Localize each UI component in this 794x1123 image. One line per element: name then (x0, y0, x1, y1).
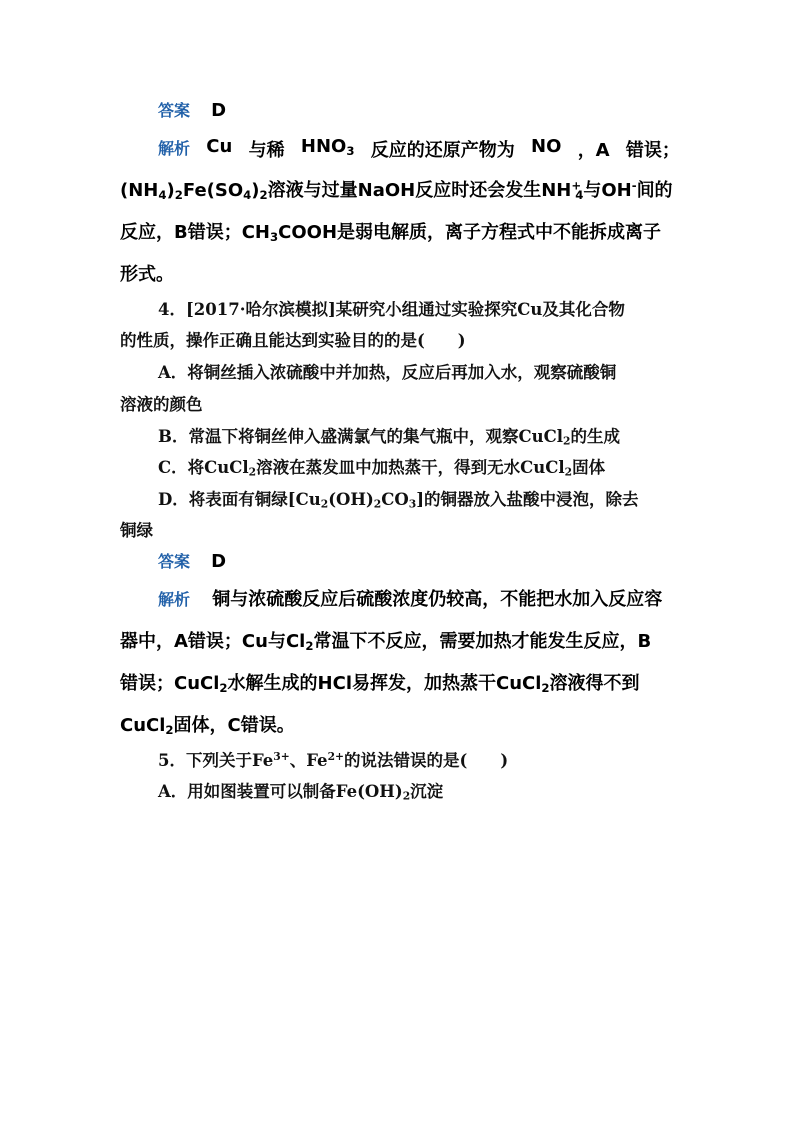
answer-value: D (211, 100, 227, 121)
answer-label: 答案 (158, 101, 191, 120)
text: 反应的还原产物为 (370, 140, 515, 161)
answer-value: D (211, 551, 227, 572)
text: 与稀 (248, 140, 285, 161)
analysis-1-line-3: 反应，B错误；$CH_3COOH$是弱电解质，离子方程式中不能拆成离子 (120, 222, 662, 244)
answer-line-1 (120, 98, 680, 121)
question-5-option-a: A．用如图装置可以制备$Fe(OH)_2$沉淀 (158, 782, 444, 803)
analysis-2-line-3: 错误；CuCl$_2$水解生成的HCl易挥发，加热蒸干CuCl$_2$溶液得不到 (120, 673, 640, 695)
text: NO (531, 136, 562, 157)
analysis-1-line-2: $(NH_4)_2Fe(SO_4)_2$溶液与过量NaOH反应时还会发生$NH^+_4$与OH-间的 (120, 178, 673, 202)
question-4-line-2: 的性质，操作正确且能达到实验目的的是( ) (120, 331, 466, 350)
question-5-line-1: 5．下列关于$Fe^{3+}$、$Fe^{2+}$的说法错误的是( ) (158, 750, 509, 770)
option-a-line-2: 溶液的颜色 (120, 395, 203, 414)
text: ，A (577, 140, 610, 161)
option-c: C．将CuCl$_2$溶液在蒸发皿中加热蒸干，得到无水CuCl$_2$固体 (158, 458, 606, 479)
text: $HNO_3$ (300, 136, 355, 158)
answer-line-2 (120, 549, 680, 572)
analysis-2-line-2: 器中，A错误；Cu与$Cl_2$常温下不反应，需要加热才能发生反应，B (120, 631, 652, 653)
answer-label: 答案 (158, 552, 191, 571)
analysis-1-line-1 (120, 136, 680, 162)
option-d-line-1: D．将表面有铜绿$[Cu_2(OH)_2CO_3]$的铜器放入盐酸中浸泡，除去 (158, 490, 639, 511)
text: Cu (206, 136, 233, 157)
analysis-2-line-4: CuCl$_2$固体，C错误。 (120, 715, 295, 737)
option-d-line-2: 铜绿 (120, 521, 153, 540)
analysis-label: 解析 (158, 590, 191, 609)
analysis-label: 解析 (158, 139, 191, 158)
text: 错误； (625, 140, 680, 161)
analysis-1-line-4: 形式。 (120, 264, 174, 285)
analysis-2-line-1: 解析 铜与浓硫酸反应后硫酸浓度仍较高，不能把水加入反应容 (120, 585, 680, 611)
option-b: B．常温下将铜丝伸入盛满氯气的集气瓶中，观察CuCl$_2$的生成 (158, 427, 620, 448)
question-4-line-1: 4．[2017·哈尔滨模拟]某研究小组通过实验探究Cu及其化合物 (158, 300, 625, 319)
option-a-line-1: A．将铜丝插入浓硫酸中并加热，反应后再加入水，观察硫酸铜 (158, 363, 617, 382)
